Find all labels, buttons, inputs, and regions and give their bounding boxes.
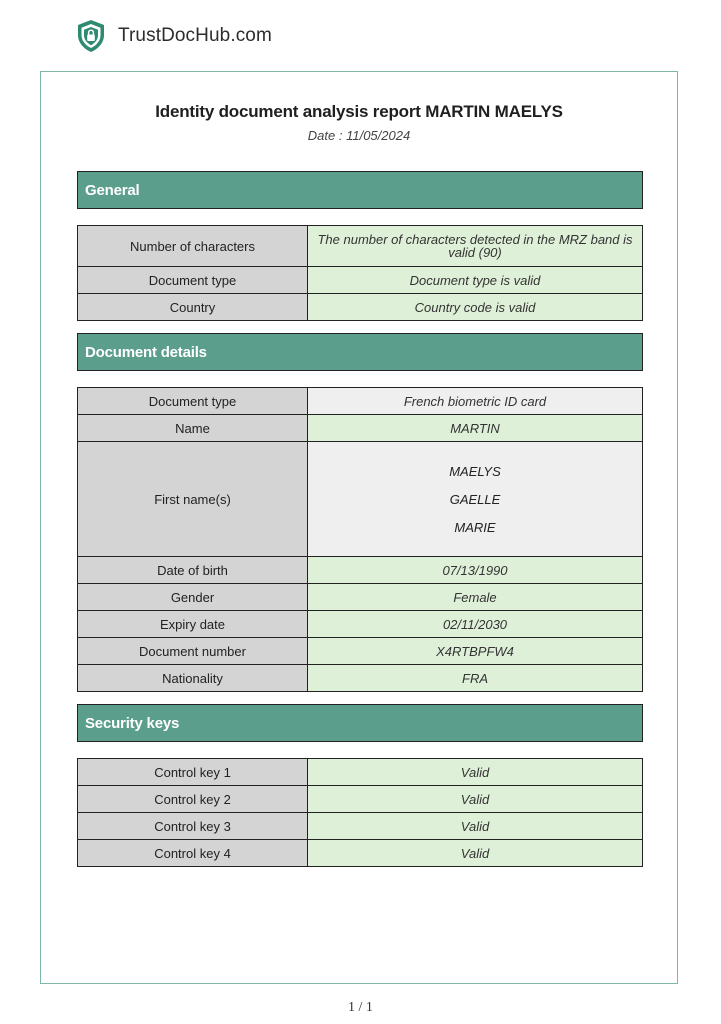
report-title: Identity document analysis report MARTIN MAELYS <box>155 102 563 121</box>
row-label: Control key 4 <box>78 840 308 867</box>
table-row <box>78 388 643 415</box>
table-row <box>78 665 643 692</box>
row-label: Expiry date <box>78 611 308 638</box>
row-value: X4RTBPFW4 <box>308 638 643 665</box>
row-value: Valid <box>308 786 643 813</box>
row-value: Valid <box>308 813 643 840</box>
table-row <box>78 557 643 584</box>
table-row <box>78 638 643 665</box>
shield-lock-icon <box>76 19 106 53</box>
first-name: GAELLE <box>449 491 501 507</box>
table-row <box>78 759 643 786</box>
section-security-heading: Security keys <box>77 704 643 742</box>
brand[interactable] <box>76 18 272 54</box>
table-row <box>78 611 643 638</box>
row-value: Female <box>308 584 643 611</box>
row-label: Control key 1 <box>78 759 308 786</box>
first-name: MAELYS <box>449 463 501 479</box>
table-row <box>78 813 643 840</box>
row-label: Document type <box>78 388 308 415</box>
row-label: Document number <box>78 638 308 665</box>
table-row <box>78 226 643 267</box>
row-label: Number of characters <box>78 226 308 267</box>
row-label: Gender <box>78 584 308 611</box>
details-table <box>77 387 643 692</box>
table-row <box>78 294 643 321</box>
row-value: 07/13/1990 <box>308 557 643 584</box>
row-value: Document type is valid <box>308 267 643 294</box>
row-label: Control key 2 <box>78 786 308 813</box>
brand-name: TrustDocHub.com <box>118 25 272 46</box>
row-value: French biometric ID card <box>308 388 643 415</box>
row-label: Name <box>78 415 308 442</box>
first-name: MARIE <box>454 519 496 535</box>
report-page <box>40 71 678 984</box>
section-details-heading: Document details <box>77 333 643 371</box>
row-value: Country code is valid <box>308 294 643 321</box>
row-label: First name(s) <box>78 442 308 557</box>
row-value: 02/11/2030 <box>308 611 643 638</box>
security-table <box>77 758 643 867</box>
row-label: Document type <box>78 267 308 294</box>
row-label: Date of birth <box>78 557 308 584</box>
table-row <box>78 786 643 813</box>
top-bar <box>0 0 721 70</box>
table-row <box>78 415 643 442</box>
section-general-heading: General <box>77 171 643 209</box>
row-value: FRA <box>308 665 643 692</box>
first-names-cell <box>308 442 643 557</box>
report-date: Date : 11/05/2024 <box>307 128 411 143</box>
row-label: Nationality <box>78 665 308 692</box>
table-row <box>78 840 643 867</box>
row-label: Country <box>78 294 308 321</box>
row-value: Valid <box>308 840 643 867</box>
row-value: Valid <box>308 759 643 786</box>
row-value: The number of characters detected in the MRZ band is valid (90) <box>308 226 643 267</box>
table-row <box>78 442 643 557</box>
page-indicator: 1 / 1 <box>348 1000 373 1015</box>
row-value: MARTIN <box>308 415 643 442</box>
table-row <box>78 584 643 611</box>
table-row <box>78 267 643 294</box>
row-label: Control key 3 <box>78 813 308 840</box>
general-table <box>77 225 643 321</box>
